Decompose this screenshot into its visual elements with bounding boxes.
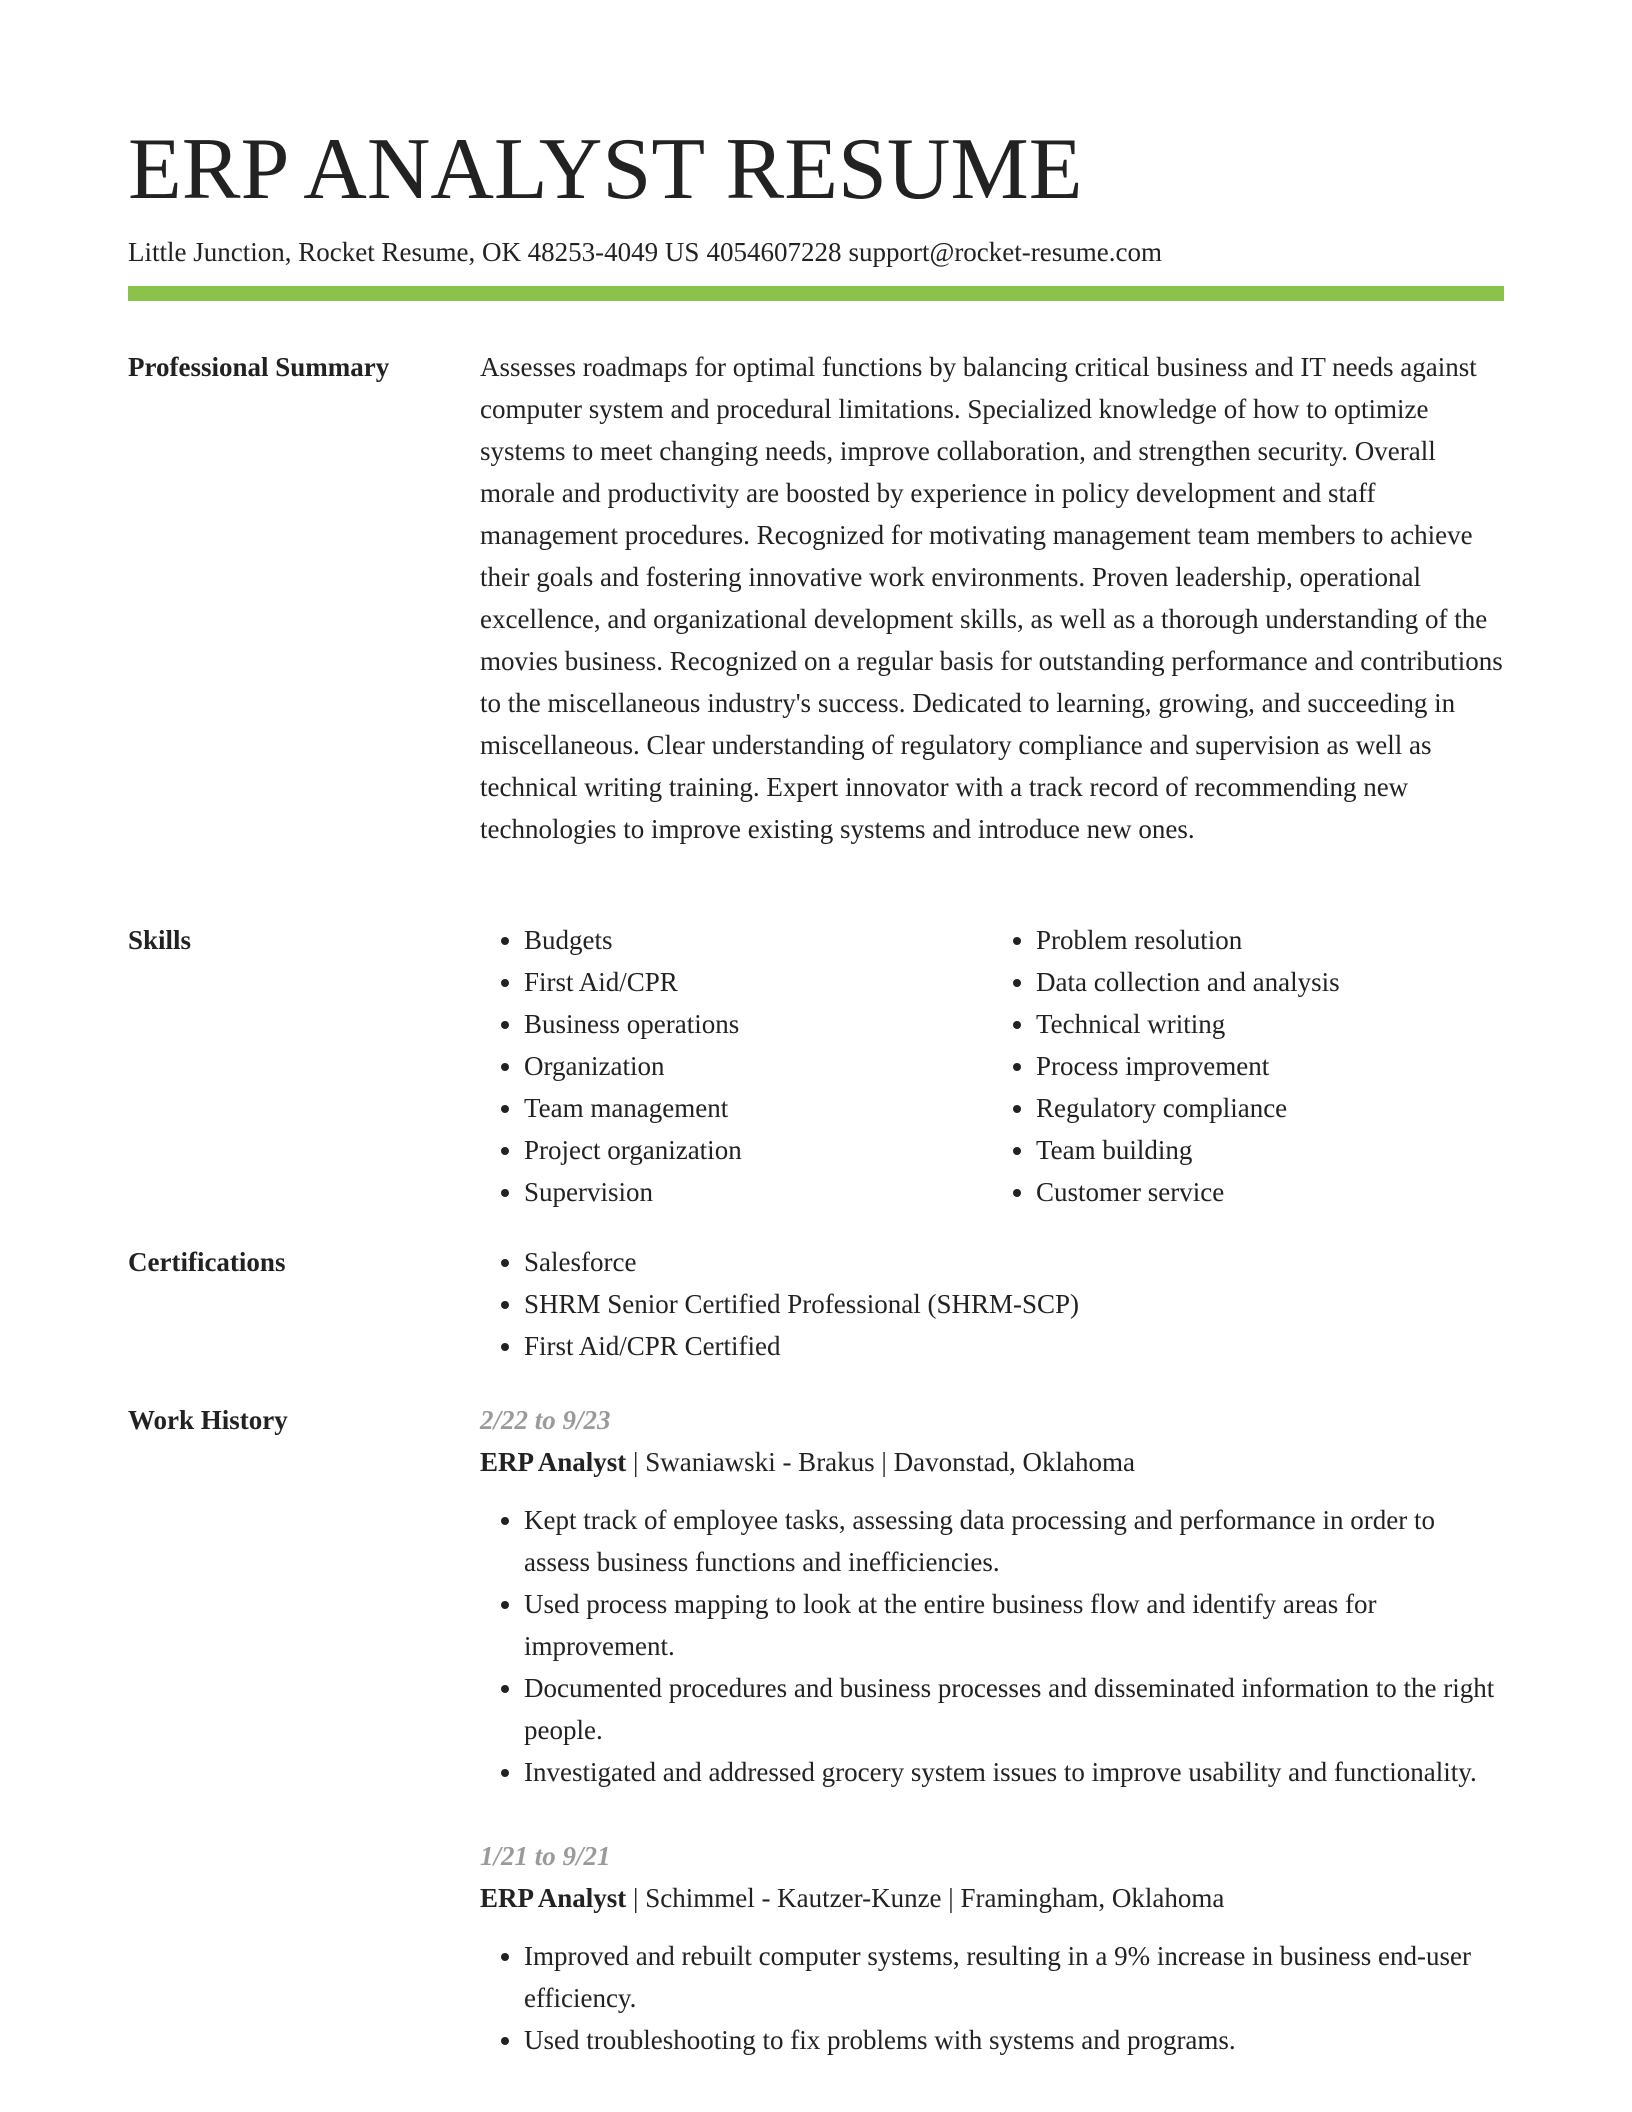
summary-section	[128, 346, 1504, 906]
contact-address: Little Junction, Rocket Resume, OK 48253-4049 US	[128, 237, 700, 267]
skill-item: • Team building	[1036, 1129, 1504, 1171]
job-heading	[480, 1877, 1504, 1919]
skills-list-right	[992, 919, 1504, 1213]
contact-email: support@rocket-resume.com	[848, 237, 1162, 267]
skill-item: • Regulatory compliance	[1036, 1087, 1504, 1129]
job-dates: 1/21 to 9/21	[480, 1841, 611, 1871]
skill-item: • Supervision	[524, 1171, 992, 1213]
work-history-body	[480, 1399, 1504, 2103]
skill-item: • Technical writing	[1036, 1003, 1504, 1045]
job-bullet: • Investigated and addressed grocery system issues to improve usability and functionality.	[524, 1751, 1504, 1793]
job-title: ERP Analyst	[480, 1883, 627, 1913]
summary-text: Assesses roadmaps for optimal functions by balancing critical business and IT needs against computer system and procedural limitations. Specialized knowledge of how to optimize systems to meet changing needs, improve collaboration, and strengthen security. Overall morale and productivity are boosted by experience in policy development and staff management procedures. Recognized for motivating management team members to achieve their goals and fostering innovative work environments. Proven leadership, operational excellence, and organizational development skills, as well as a thorough understanding of the movies business. Recognized on a regular basis for outstanding performance and contributions to the miscellaneous industry's success. Dedicated to learning, growing, and succeeding in miscellaneous. Clear understanding of regulatory compliance and supervision as well as technical writing training. Expert innovator with a track record of recommending new technologies to improve existing systems and introduce new ones.	[480, 352, 1503, 844]
job-title: ERP Analyst	[480, 1447, 627, 1477]
job-details: | Swaniawski - Brakus | Davonstad, Oklahoma	[626, 1447, 1136, 1477]
job-dates: 2/22 to 9/23	[480, 1405, 611, 1435]
skill-item: • Team management	[524, 1087, 992, 1129]
work-history-heading: Work History	[128, 1405, 288, 1435]
job-bullet: • Improved and rebuilt computer systems, resulting in a 9% increase in business end-user efficiency.	[524, 1935, 1504, 2019]
job-bullet: • Documented procedures and business processes and disseminated information to the right people.	[524, 1667, 1504, 1751]
job-details: | Schimmel - Kautzer-Kunze | Framingham, Oklahoma	[626, 1883, 1225, 1913]
certification-item: • Salesforce	[524, 1241, 1504, 1283]
job-bullet: • Used troubleshooting to fix problems with systems and programs.	[524, 2019, 1504, 2061]
job-entry	[480, 1835, 1504, 2061]
skill-item: • Organization	[524, 1045, 992, 1087]
skills-body	[480, 919, 1504, 1213]
certification-item: • First Aid/CPR Certified	[524, 1325, 1504, 1367]
skill-item: • Process improvement	[1036, 1045, 1504, 1087]
job-heading	[480, 1441, 1504, 1483]
work-history-section	[128, 1399, 1504, 2112]
summary-heading: Professional Summary	[128, 352, 390, 382]
skill-item: • Problem resolution	[1036, 919, 1504, 961]
skills-list-left	[480, 919, 992, 1213]
resume-title: ERP ANALYST RESUME	[128, 121, 1083, 218]
skills-section	[128, 919, 1504, 1219]
resume-header	[128, 118, 1504, 272]
job-bullet: • Used process mapping to look at the entire business flow and identify areas for improvement.	[524, 1583, 1504, 1667]
certifications-body	[480, 1241, 1504, 1367]
skill-item: • Project organization	[524, 1129, 992, 1171]
skill-item: • Customer service	[1036, 1171, 1504, 1213]
certifications-section	[128, 1241, 1504, 1381]
job-bullets	[480, 1935, 1504, 2061]
summary-body	[480, 346, 1504, 850]
header-divider	[128, 286, 1504, 301]
skill-item: • Budgets	[524, 919, 992, 961]
skill-item: • Business operations	[524, 1003, 992, 1045]
certifications-list	[480, 1241, 1504, 1367]
contact-phone: 4054607228	[706, 237, 842, 267]
job-bullet: • Kept track of employee tasks, assessing data processing and performance in order to assess business functions and inefficiencies.	[524, 1499, 1504, 1583]
skill-item: • Data collection and analysis	[1036, 961, 1504, 1003]
job-bullets	[480, 1499, 1504, 1793]
contact-line	[128, 232, 1504, 272]
certification-item: • SHRM Senior Certified Professional (SHRM-SCP)	[524, 1283, 1504, 1325]
skill-item: • First Aid/CPR	[524, 961, 992, 1003]
certifications-heading: Certifications	[128, 1247, 286, 1277]
job-entry	[480, 1399, 1504, 1793]
skills-heading: Skills	[128, 925, 192, 955]
